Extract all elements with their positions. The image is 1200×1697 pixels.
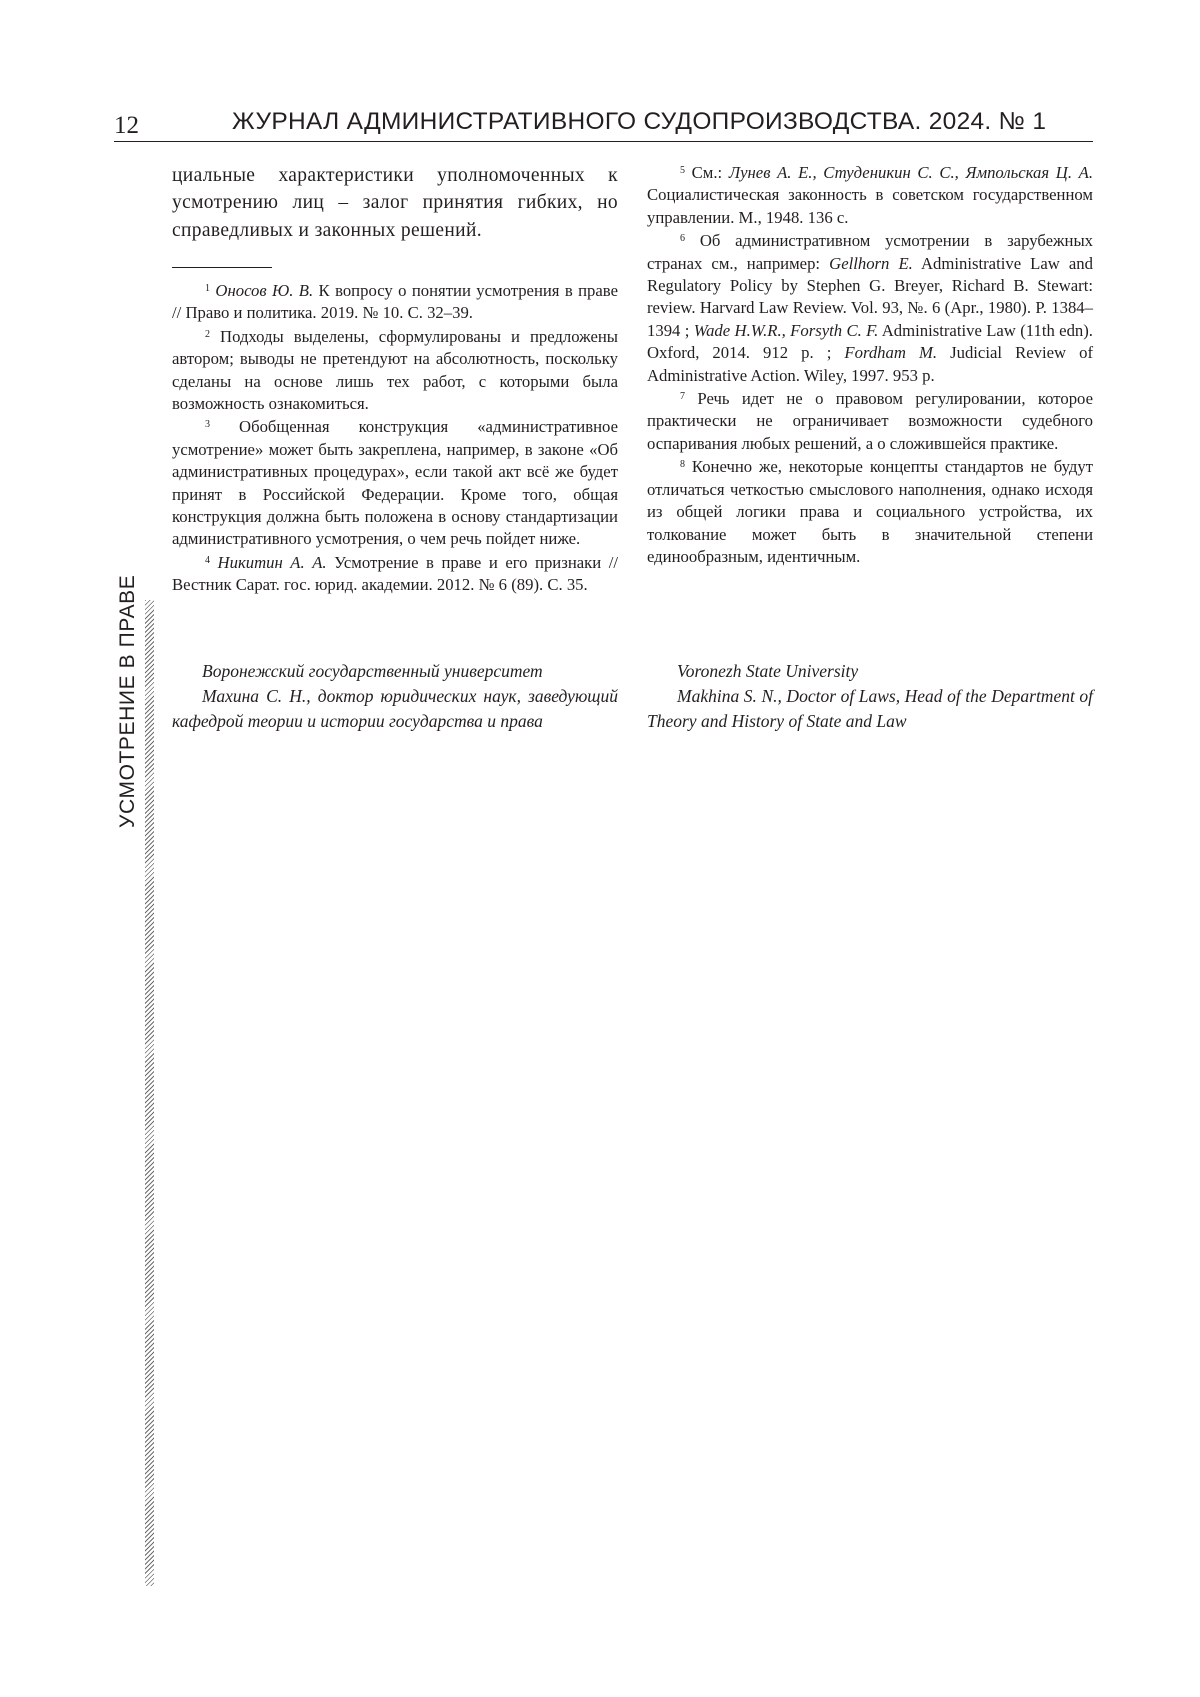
body-text: циальные характеристики уполномоченных к усмотрению лиц – залог принятия гибких, но справедливых и законных решений. (172, 162, 618, 244)
header-rule (114, 141, 1093, 142)
author-en: Makhina S. N., Doctor of Laws, Head of the Department of Theory and History of State and Law (647, 684, 1093, 734)
footnote-4: 4 Никитин А. А. Усмотрение в праве и его признаки // Вестник Сарат. гос. юрид. академии. 2012. № 6 (89). С. 35. (172, 552, 618, 597)
footnote-3: 3 Обобщенная конструкция «административное усмотрение» может быть закреплена, например, в законе «Об административных процедурах», если такой акт всё же будет принят в Российской Федерации. Кроме того, общая конструкция должна быть положена в основу стандартизации административного усмотрения, о чем речь пойдет ниже. (172, 416, 618, 550)
footnote-8: 8 Конечно же, некоторые концепты стандартов не будут отличаться четкостью смыслового наполнения, однако исходя из общей логики права и социального устройства, их толкование может быть в значительной степени единообразным, идентичным. (647, 456, 1093, 568)
page-number: 12 (114, 112, 139, 140)
affiliation-en (647, 659, 1093, 734)
right-column (647, 162, 1093, 569)
left-column (172, 162, 618, 598)
footnote-1: 1 Оносов Ю. В. К вопросу о понятии усмотрения в праве // Право и политика. 2019. № 10. С. 32–39. (172, 280, 618, 325)
section-title: УСМОТРЕНИЕ В ПРАВЕ (116, 568, 140, 828)
footnote-5: 5 См.: Лунев А. Е., Студеникин С. С., Ямпольская Ц. А. Социалистическая законность в советском государственном управлении. М., 1948. 136 с. (647, 162, 1093, 229)
footnote-6: 6 Об административном усмотрении в зарубежных странах см., например: Gellhorn E. Administrative Law and Regulatory Policy by Stephen G. Breyer, Richard B. Stewart: review. Harvard Law Review. Vol. 93, №. 6 (Apr., 1980). P. 1384–1394 ; Wade H.W.R., Forsyth C. F. Administrative Law (11th edn). Oxford, 2014. 912 p. ; Fordham M. Judicial Review of Administrative Action. Wiley, 1997. 953 p. (647, 230, 1093, 387)
footnote-7: 7 Речь идет не о правовом регулировании, которое практически не ограничивает возможности судебного оспаривания любых решений, а о сложившейся практике. (647, 388, 1093, 455)
decorative-hatch-band (145, 600, 154, 1586)
university-en: Voronezh State University (647, 659, 1093, 684)
footnote-separator (172, 267, 272, 268)
university-ru: Воронежский государственный университет (172, 659, 618, 684)
footnote-2: 2 Подходы выделены, сформулированы и предложены автором; выводы не претендуют на абсолютность, поскольку сделаны на основе лишь тех работ, с которыми была возможность ознакомиться. (172, 326, 618, 416)
affiliation-ru (172, 659, 618, 734)
journal-title: ЖУРНАЛ АДМИНИСТРАТИВНОГО СУДОПРОИЗВОДСТВА. 2024. № 1 (232, 108, 1046, 136)
author-ru: Махина С. Н., доктор юридических наук, заведующий кафедрой теории и истории государства и права (172, 684, 618, 734)
